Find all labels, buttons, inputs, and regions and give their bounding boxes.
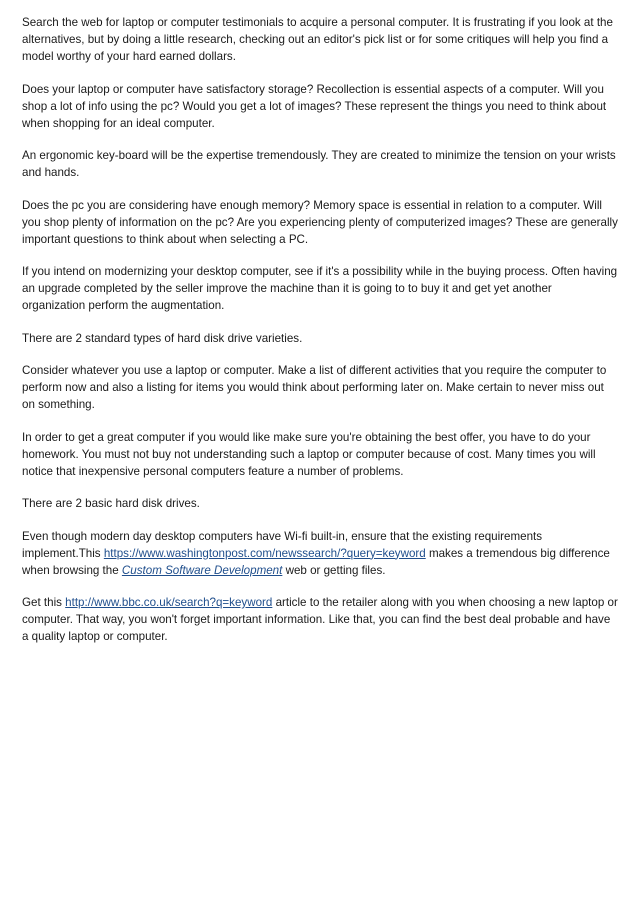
paragraph-bbc <box>22 594 618 645</box>
paragraph-memory: Does the pc you are considering have enough memory? Memory space is essential in relation to a computer. Will you shop plenty of information on the pc? Are you experiencing plenty of computerized images? These are generally important questions to think about when selecting a PC. <box>22 198 618 246</box>
paragraph-upgrade: If you intend on modernizing your desktop computer, see if it's a possibility while in the buying process. Often having an upgrade completed by the seller improve the machine than it is going to to buy it and get yet another organization perform the augmentation. <box>22 265 618 312</box>
paragraph-drive-types: There are 2 standard types of hard disk drive varieties. <box>22 331 303 345</box>
paragraph-storage: Does your laptop or computer have satisfactory storage? Recollection is essential aspects of a computer. Will you shop a lot of info using the pc? Would you get a lot of images? These represent the things you need to think about when shopping for an ideal computer. <box>22 82 607 130</box>
wifi-text-before: Even though modern day desktop computers have Wi-fi built-in, ensure that the existing requirements implement.This <box>22 529 543 560</box>
paragraph-activities: Consider whatever you use a laptop or computer. Make a list of different activities that you require the computer to perform now and also a listing for items you would think about performing later on. Make certain to never miss out on something. <box>22 364 607 411</box>
document-body <box>22 14 618 661</box>
paragraph-hard-disks: There are 2 basic hard disk drives. <box>22 497 200 510</box>
wifi-text-middle: makes a tremendous big difference when browsing the <box>22 546 610 577</box>
bbc-link[interactable]: http://www.bbc.co.uk/search?q=keyword <box>65 596 273 609</box>
bbc-text-before: Get this <box>22 596 66 609</box>
paragraph-testimonials: Search the web for laptop or computer testimonials to acquire a personal computer. It is frustrating if you look at the alternatives, but by doing a little research, checking out an editor's pick list or for some critiques will help you find a model worthy of your hard earned dollars. <box>22 16 613 63</box>
paragraph-keyboard: An ergonomic key-board will be the expertise tremendously. They are created to minimize the tension on your wrists and hands. <box>22 149 616 179</box>
washingtonpost-link[interactable]: https://www.washingtonpost.com/newssearch/?query=keyword <box>103 546 426 560</box>
wifi-text-after: web or getting files. <box>282 563 386 577</box>
custom-software-link[interactable]: Custom Software Development <box>121 563 283 577</box>
paragraph-wifi <box>22 528 618 579</box>
bbc-text-after: article to the retailer along with you when choosing a new laptop or computer. That way, you won't forget important information. Like that, you can find the best deal probable and have a quality laptop or computer. <box>22 596 618 643</box>
paragraph-homework: In order to get a great computer if you would like make sure you're obtaining the best offer, you have to do your homework. You must not buy not understanding such a laptop or computer because of cost. Many times you will notice that inexpensive personal computers feature a number of problems. <box>22 430 596 478</box>
